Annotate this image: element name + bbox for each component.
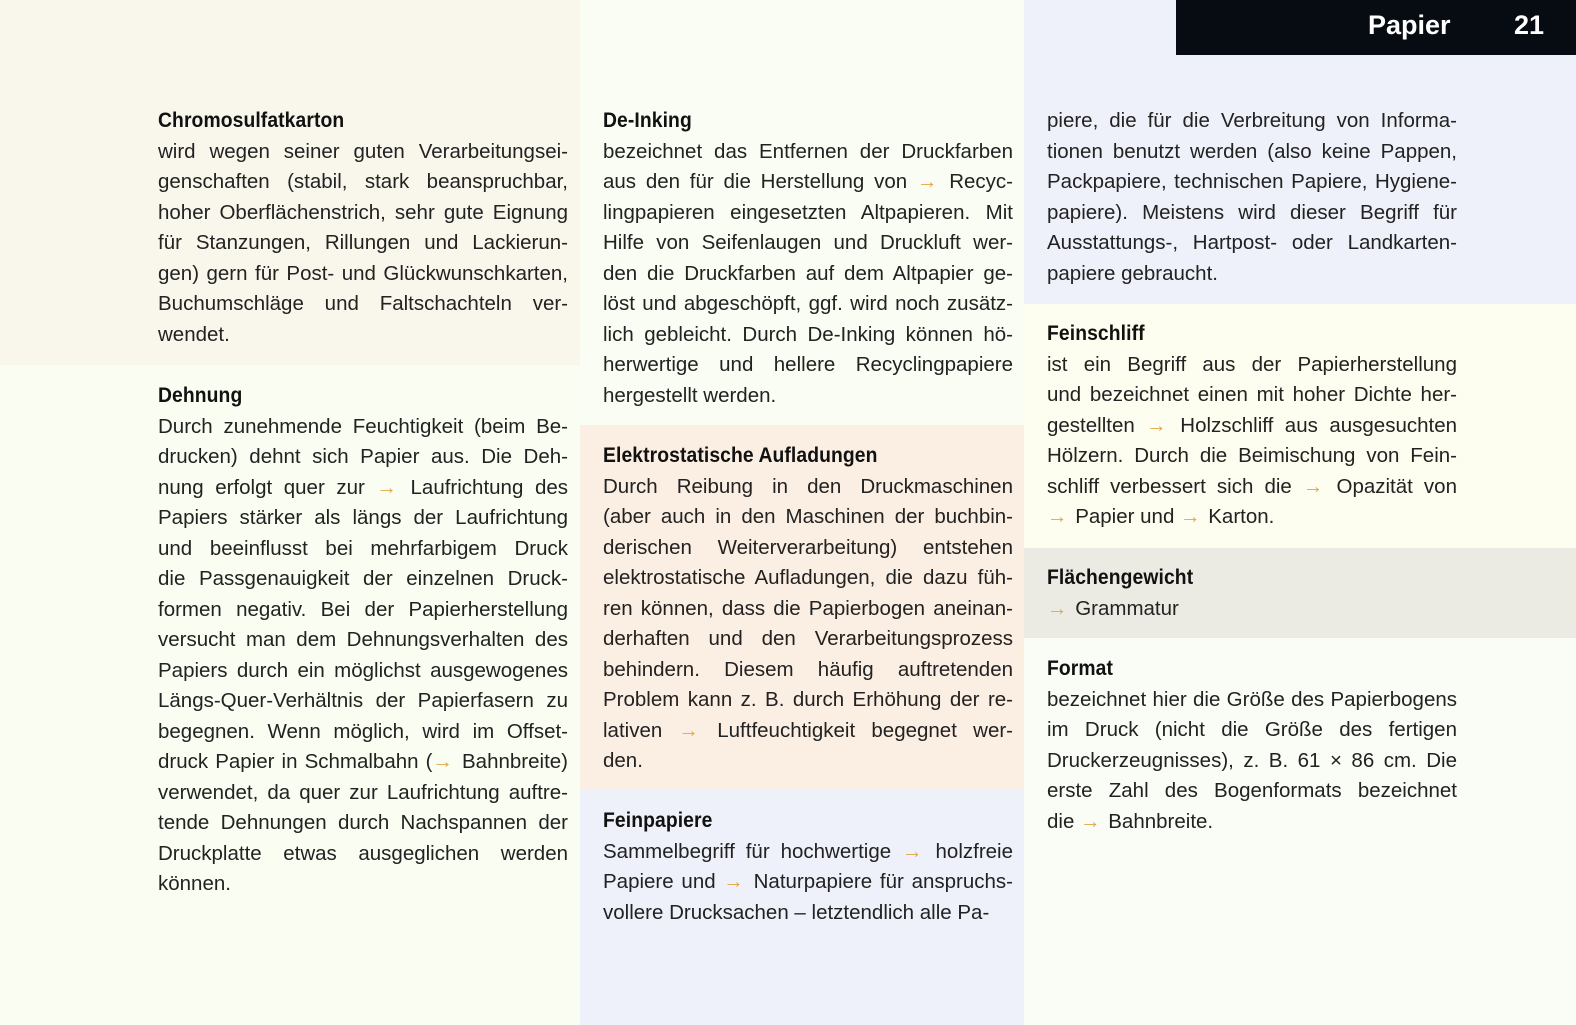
definition-line: → Grammatur <box>1047 596 1179 620</box>
definition-line: Druckerzeugnisses), z. B. 61 × 86 cm. Die <box>1047 748 1457 772</box>
definition-line: im Druck (nicht die Größe des fertigen <box>1047 718 1457 741</box>
definition-line: vollere Drucksachen – letztendlich alle Pa- <box>603 900 990 924</box>
entry-definition <box>603 472 1013 777</box>
definition-line: papiere gebraucht. <box>1047 261 1218 285</box>
definition-line: druck Papier in Schmalbahn (→ Bahnbreite) <box>158 750 568 773</box>
definition-line: und beeinflusst bei mehrfarbigem Druck <box>158 536 568 560</box>
entry-elektrostatische-aufladungen <box>603 441 1013 777</box>
entry-definition <box>1047 350 1457 533</box>
definition-line: die → Bahnbreite. <box>1047 809 1214 833</box>
cross-reference-arrow-icon: → <box>1047 596 1068 620</box>
entry-format <box>1047 654 1457 837</box>
definition-line: Durch Reibung in den Druckmaschinen <box>603 474 1013 498</box>
cross-reference-arrow-icon: → <box>723 870 744 893</box>
definition-line: hoher Oberflächenstrich, sehr gute Eignung <box>158 200 568 224</box>
definition-line: können. <box>158 872 231 895</box>
definition-line: ist ein Begriff aus der Papierherstellung <box>1047 352 1457 376</box>
definition-line: Längs-Quer-Verhältnis der Papierfasern zu <box>158 689 568 712</box>
entry-feinpapiere-continued <box>1047 106 1457 289</box>
entry-chromosulfatkarton <box>158 106 568 350</box>
cross-reference-arrow-icon: → <box>1047 505 1068 528</box>
entry-dehnung <box>158 381 568 900</box>
entry-feinpapiere <box>603 806 1013 928</box>
cross-reference-arrow-icon: → <box>1180 505 1201 528</box>
definition-line: löst und abgeschöpft, ggf. wird noch zusätz- <box>603 292 1013 315</box>
definition-line: hergestellt werden. <box>603 383 777 407</box>
definition-line: bezeichnet hier die Größe des Papierbogens <box>1047 687 1457 711</box>
definition-line: papiere). Meistens wird dieser Begriff für <box>1047 200 1457 224</box>
definition-line: Durch zunehmende Feuchtigkeit (beim Be- <box>158 414 568 438</box>
definition-line: genschaften (stabil, stark beanspruchbar, <box>158 170 568 193</box>
entry-term: Feinschliff <box>1047 322 1145 345</box>
entry-definition <box>1047 106 1457 289</box>
definition-line: tionen benutzt werden (also keine Pappen, <box>1047 139 1457 163</box>
cross-reference-arrow-icon: → <box>1146 413 1167 437</box>
cross-reference-arrow-icon: → <box>902 839 923 863</box>
definition-line: lingpapieren eingesetzten Altpapieren. Mit <box>603 200 1013 224</box>
entry-term: De-Inking <box>603 109 692 132</box>
entry-term: Feinpapiere <box>603 809 713 832</box>
page-number: 21 <box>1514 10 1545 40</box>
definition-line: lativen → Luftfeuchtigkeit begegnet wer- <box>603 718 1013 742</box>
entry-definition <box>603 837 1013 929</box>
entry-term: Chromosulfatkarton <box>158 109 345 132</box>
cross-reference-arrow-icon: → <box>1080 809 1101 833</box>
definition-line: Ausstattungs-, Hartpost- oder Landkarten- <box>1047 231 1457 254</box>
definition-line: die Passgenauigkeit der einzelnen Druck- <box>158 567 568 590</box>
definition-line: lich gebleicht. Durch De-Inking können hö- <box>603 322 1013 346</box>
definition-line: drucken) dehnt sich Papier aus. Die Deh- <box>158 445 568 468</box>
entry-definition <box>158 137 568 351</box>
definition-line: Papiere und → Naturpapiere für anspruchs- <box>603 870 1013 893</box>
definition-line: gestellten → Holzschliff aus ausgesuchten <box>1047 413 1458 437</box>
definition-line: behindern. Diesem häufig auftretenden <box>603 657 1013 681</box>
entry-definition <box>1047 594 1457 625</box>
definition-line: Buchumschläge und Faltschachteln ver- <box>158 292 568 315</box>
definition-line: piere, die für die Verbreitung von Informa- <box>1047 109 1457 132</box>
definition-line: den. <box>603 749 643 772</box>
definition-line: (aber auch in den Maschinen der buchbin- <box>603 505 1013 528</box>
definition-line: wird wegen seiner guten Verarbeitungsei- <box>158 139 568 163</box>
definition-line: tende Dehnungen durch Nachspannen der <box>158 811 568 834</box>
entry-term: Flächengewicht <box>1047 566 1194 589</box>
definition-line: wendet. <box>158 322 230 346</box>
definition-line: aus den für die Herstellung von → Recyc- <box>603 170 1013 193</box>
section-title: Papier <box>1368 10 1451 40</box>
entry-definition <box>158 412 568 900</box>
entry-de-inking <box>603 106 1013 411</box>
definition-line: derischen Weiterverarbeitung) entstehen <box>603 535 1013 559</box>
definition-line: Sammelbegriff für hochwertige → holzfreie <box>603 839 1014 863</box>
definition-line: nung erfolgt quer zur → Laufrichtung des <box>158 475 568 499</box>
definition-line: ren können, dass die Papierbogen aneinan- <box>603 596 1013 620</box>
definition-line: bezeichnet das Entfernen der Druckfarben <box>603 139 1013 163</box>
definition-line: elektrostatische Aufladungen, die dazu füh- <box>603 566 1013 589</box>
cross-reference-arrow-icon: → <box>916 170 938 193</box>
definition-line: Papiers stärker als längs der Laufrichtung <box>158 506 568 529</box>
entry-definition <box>1047 685 1457 838</box>
definition-line: erste Zahl des Bogenformats bezeichnet <box>1047 779 1457 802</box>
cross-reference-arrow-icon: → <box>376 475 397 499</box>
definition-line: schliff verbessert sich die → Opazität von <box>1047 474 1457 498</box>
definition-line: gen) gern für Post- und Glückwunschkarten, <box>158 261 568 285</box>
definition-line: derhaften und den Verarbeitungsprozess <box>603 627 1013 650</box>
definition-line: den die Druckfarben auf dem Altpapier ge- <box>603 261 1013 285</box>
cross-reference-arrow-icon: → <box>1302 474 1324 498</box>
definition-line: Problem kann z. B. durch Erhöhung der re- <box>603 688 1013 711</box>
definition-line: und bezeichnet einen mit hoher Dichte her- <box>1047 383 1457 406</box>
entry-term: Elektrostatische Aufladungen <box>603 444 878 467</box>
entry-term: Format <box>1047 657 1114 680</box>
definition-line: formen negativ. Bei der Papierherstellung <box>158 597 568 621</box>
definition-line: Papiers durch ein möglichst ausgewogenes <box>158 658 568 682</box>
cross-reference-arrow-icon: → <box>432 750 453 773</box>
entry-definition <box>603 137 1013 412</box>
definition-line: → Papier und → Karton. <box>1047 505 1275 528</box>
definition-line: Packpapiere, technischen Papiere, Hygiene- <box>1047 170 1457 193</box>
definition-line: Hilfe von Seifenlaugen und Druckluft wer- <box>603 231 1013 254</box>
definition-line: verwendet, da quer zur Laufrichtung auftre- <box>158 780 568 804</box>
cross-reference-arrow-icon: → <box>678 718 700 742</box>
definition-line: herwertige und hellere Recyclingpapiere <box>603 353 1013 376</box>
definition-line: Druckplatte etwas ausgeglichen werden <box>158 841 568 865</box>
entry-flaechengewicht <box>1047 563 1457 624</box>
definition-line: für Stanzungen, Rillungen und Lackierun- <box>158 231 568 254</box>
definition-line: begegnen. Wenn möglich, wird im Offset- <box>158 719 568 743</box>
definition-line: versucht man dem Dehnungsverhalten des <box>158 628 568 651</box>
definition-line: Hölzern. Durch die Beimischung von Fein- <box>1047 444 1457 467</box>
entry-term: Dehnung <box>158 384 243 407</box>
entry-feinschliff <box>1047 319 1457 533</box>
running-header <box>1176 0 1576 55</box>
